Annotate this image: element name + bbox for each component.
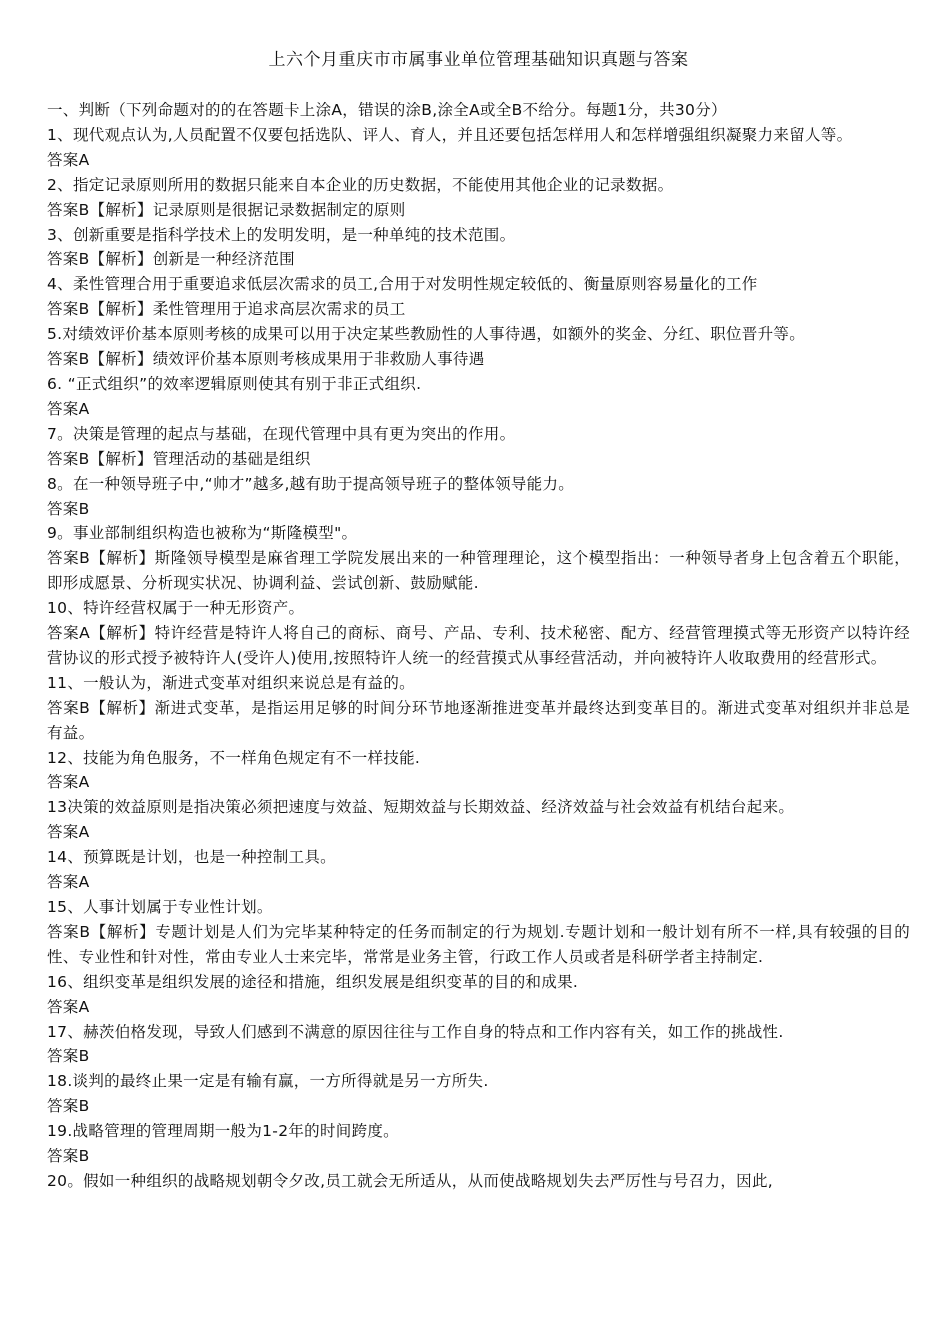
answer-12: 答案A <box>47 773 90 792</box>
answer-2: 答案B【解析】记录原则是很据记录数据制定的原则 <box>47 200 406 219</box>
question-5: 5.对绩效评价基本原则考核的成果可以用于决定某些教励性的人事待遇，如额外的奖金、分红、职位晋升等。 <box>47 325 805 344</box>
question-16: 16、组织变革是组织发展的途径和措施，组织发展是组织变革的目的和成果. <box>47 972 579 991</box>
question-20: 20。假如一种组织的战略规划朝令夕改,员工就会无所适从，从而使战略规划失去严厉性与号召力，因此, <box>47 1171 773 1190</box>
section-heading: 一、判断（下列命题对的的在答题卡上涂A，错误的涂B,涂全A或全B不给分。每题1分，共30分） <box>47 101 727 119</box>
question-2: 2、指定记录原则所用的数据只能来自本企业的历史数据，不能使用其他企业的记录数据。 <box>47 175 674 194</box>
answer-11: 答案B【解析】渐进式变革，是指运用足够的时间分环节地逐渐推进变革并最终达到变革目的。渐进式变革对组织并非总是有益。 <box>47 698 910 742</box>
answer-9: 答案B【解析】斯隆领导模型是麻省理工学院发展出来的一种管理理论，这个模型指出：一种领导者身上包含着五个职能，即形成愿景、分析现实状况、协调利益、尝试创新、鼓励赋能. <box>47 549 910 593</box>
answer-8: 答案B <box>47 499 90 518</box>
document-body <box>47 98 910 1194</box>
question-11: 11、一般认为，渐进式变革对组织来说总是有益的。 <box>47 673 415 692</box>
answer-10: 答案A【解析】特许经营是特许人将自己的商标、商号、产品、专利、技术秘密、配方、经营管理摸式等无形资产以特许经营协议的形式授予被特许人(受许人)使用,按照特许人统一的经营摸式从事经营活动，并向被特许人收取费用的经营形式。 <box>47 624 910 667</box>
question-1: 1、现代观点认为,人员配置不仅要包括选队、评人、育人，并且还要包括怎样用人和怎样增强组织凝聚力来留人等。 <box>47 125 853 144</box>
question-12: 12、技能为角色服务，不一样角色规定有不一样技能. <box>47 748 421 767</box>
answer-15: 答案B【解析】专题计划是人们为完毕某种特定的任务而制定的行为规划.专题计划和一般计划有所不一样,具有较强的目的性、专业性和针对性，常由专业人士来完毕，常常是业务主管，行政工作人员或者是科研学者主持制定. <box>47 922 910 966</box>
answer-18: 答案B <box>47 1097 90 1116</box>
question-6: 6. “正式组织”的效率逻辑原则使其有别于非正式组织. <box>47 374 422 393</box>
question-4: 4、柔性管理合用于重要追求低层次需求的员工,合用于对发明性规定较低的、衡量原则容易量化的工作 <box>47 275 758 294</box>
answer-5: 答案B【解析】绩效评价基本原则考核成果用于非救励人事待遇 <box>47 350 485 369</box>
question-9: 9。事业部制组织构造也被称为“斯隆模型"。 <box>47 524 358 543</box>
answer-16: 答案A <box>47 997 90 1016</box>
answer-3: 答案B【解析】创新是一种经济范围 <box>47 250 295 269</box>
question-19: 19.战略管理的管理周期一般为1-2年的时间跨度。 <box>47 1122 399 1141</box>
answer-14: 答案A <box>47 873 90 892</box>
question-8: 8。在一种领导班子中,“帅才”越多,越有助于提高领导班子的整体领导能力。 <box>47 474 575 493</box>
question-7: 7。决策是管理的起点与基础，在现代管理中具有更为突出的作用。 <box>47 424 516 443</box>
page-title: 上六个月重庆市市属事业单位管理基础知识真题与答案 <box>268 50 689 70</box>
question-13: 13决策的效益原则是指决策必须把速度与效益、短期效益与长期效益、经济效益与社会效益有机结台起来。 <box>47 798 795 817</box>
question-14: 14、预算既是计划，也是一种控制工具。 <box>47 848 336 867</box>
question-17: 17、赫茨伯格发现，导致人们感到不满意的原因往往与工作自身的特点和工作内容有关，如工作的挑战性. <box>47 1022 784 1041</box>
answer-1: 答案A <box>47 150 90 169</box>
answer-7: 答案B【解析】管理活动的基础是组织 <box>47 449 311 468</box>
answer-13: 答案A <box>47 823 90 842</box>
question-15: 15、人事计划属于专业性计划。 <box>47 898 273 916</box>
answer-19: 答案B <box>47 1147 90 1166</box>
answer-6: 答案A <box>47 399 90 418</box>
question-3: 3、创新重要是指科学技术上的发明发明，是一种单纯的技术范围。 <box>47 225 516 244</box>
question-10: 10、特许经营权属于一种无形资产。 <box>47 599 305 618</box>
answer-17: 答案B <box>47 1047 90 1066</box>
answer-4: 答案B【解析】柔性管理用于追求高层次需求的员工 <box>47 300 406 319</box>
question-18: 18.谈判的最终止果一定是有输有赢，一方所得就是另一方所失. <box>47 1072 489 1091</box>
